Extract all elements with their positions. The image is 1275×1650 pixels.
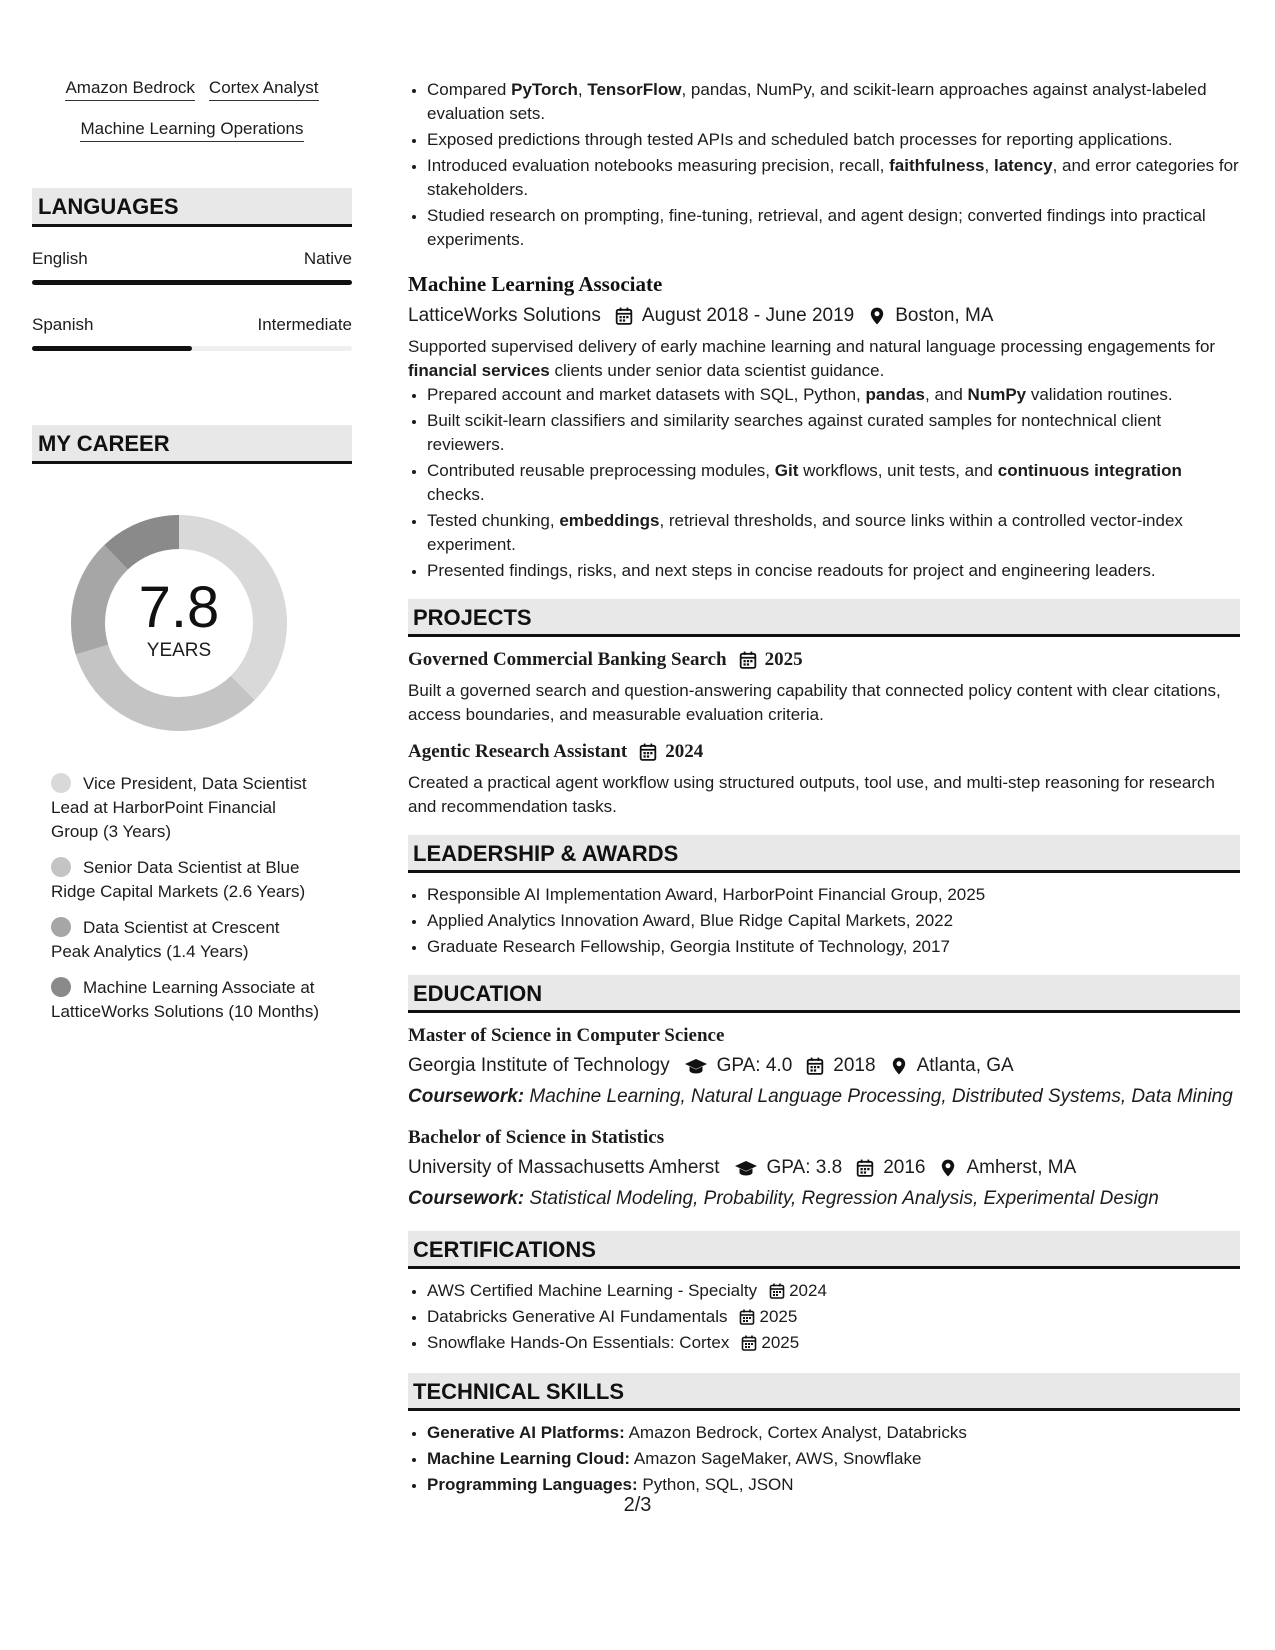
coursework-list: Machine Learning, Natural Language Processing, Distributed Systems, Data Mining [529, 1086, 1233, 1107]
job-dates: August 2018 - June 2019 [641, 305, 855, 326]
skills-list [408, 1421, 1240, 1497]
career-heading: MY CAREER [32, 425, 352, 464]
school-name: Georgia Institute of Technology [408, 1055, 670, 1076]
career-legend-item [51, 976, 321, 1024]
calendar-icon [856, 1159, 874, 1177]
calendar-icon [741, 1335, 757, 1351]
skill-value: Amazon SageMaker, AWS, Snowflake [633, 1449, 922, 1468]
language-bar-fill [32, 346, 192, 351]
coursework [408, 1085, 1240, 1109]
award-item: • Responsible AI Implementation Award, HarborPoint Financial Group, 2025 [427, 883, 1240, 907]
job-title: Machine Learning Associate [408, 272, 663, 296]
awards-heading: LEADERSHIP & AWARDS [408, 835, 1240, 873]
certification-year: 2025 [761, 1333, 800, 1352]
project-year: 2025 [764, 649, 803, 670]
map-pin-icon [939, 1159, 957, 1177]
project-year: 2024 [665, 741, 704, 762]
bullet-item: • Introduced evaluation notebooks measuring precision, recall, faithfulness, latency, and error categories for stakeholders. [427, 154, 1240, 202]
legend-dot [51, 857, 71, 877]
school-location: Amherst, MA [966, 1157, 1077, 1178]
education-heading: EDUCATION [408, 975, 1240, 1013]
skill-label: Generative AI Platforms: [427, 1423, 625, 1442]
coursework-label: Coursework: [408, 1188, 525, 1209]
project-description: Created a practical agent workflow using structured outputs, tool use, and multi-step reasoning for research and recommendation tasks. [408, 773, 1215, 816]
skill-tag: Amazon Bedrock [65, 78, 194, 101]
language-name: English [32, 249, 88, 268]
project-item [408, 741, 1240, 819]
language-english [32, 249, 352, 285]
donut-label [64, 508, 294, 738]
map-pin-icon [868, 307, 886, 325]
language-bar [32, 280, 352, 285]
project-description: Built a governed search and question-answering capability that connected policy content with clear citations, access boundaries, and measurable evaluation criteria. [408, 681, 1221, 724]
school-location: Atlanta, GA [916, 1055, 1014, 1076]
graduation-year: 2018 [833, 1055, 876, 1076]
certifications-list [408, 1279, 1240, 1355]
school-name: University of Massachusetts Amherst [408, 1157, 720, 1178]
career-legend-item [51, 916, 321, 964]
projects-heading: PROJECTS [408, 599, 1240, 637]
legend-text: Vice President, Data Scientist Lead at HarborPoint Financial Group (3 Years) [51, 774, 307, 841]
legend-dot [51, 773, 71, 793]
calendar-icon [639, 743, 657, 761]
degree-title: Master of Science in Computer Science [408, 1025, 725, 1046]
education-item [408, 1025, 1240, 1109]
bullet-item: • Contributed reusable preprocessing modules, Git workflows, unit tests, and continuous integration checks. [427, 459, 1240, 507]
job-summary: Supported supervised delivery of early machine learning and natural language processing engagements for financial services clients under senior data scientist guidance. [408, 337, 1216, 380]
legend-text: Senior Data Scientist at Blue Ridge Capital Markets (2.6 Years) [51, 858, 306, 901]
languages-heading: LANGUAGES [32, 188, 352, 227]
gpa: GPA: 4.0 [716, 1055, 793, 1076]
previous-job-bullets [408, 78, 1240, 252]
skill-value: Amazon Bedrock, Cortex Analyst, Databricks [628, 1423, 967, 1442]
career-donut-chart [64, 508, 294, 738]
bullet-item: • Tested chunking, embeddings, retrieval thresholds, and source links within a controlled vector-index experiment. [427, 509, 1240, 557]
project-title: Agentic Research Assistant [408, 741, 628, 762]
skill-value: Python, SQL, JSON [642, 1475, 794, 1494]
bullet-item: • Exposed predictions through tested APIs and scheduled batch processes for reporting applications. [427, 128, 1240, 152]
career-legend [32, 772, 321, 1024]
page-number: 2/3 [623, 1494, 652, 1516]
calendar-icon [769, 1283, 785, 1299]
coursework-label: Coursework: [408, 1086, 525, 1107]
skill-item [427, 1447, 1240, 1471]
career-legend-item [51, 772, 321, 844]
bullet-item: • Studied research on prompting, fine-tuning, retrieval, and agent design; converted findings into practical experiments. [427, 204, 1240, 252]
certification-name: • Databricks Generative AI Fundamentals [427, 1307, 728, 1326]
skill-item [427, 1421, 1240, 1445]
coursework-list: Statistical Modeling, Probability, Regression Analysis, Experimental Design [529, 1188, 1159, 1209]
bullet-item: • Prepared account and market datasets with SQL, Python, pandas, and NumPy validation routines. [427, 383, 1240, 407]
language-level: Native [303, 249, 352, 268]
tag-row-1 [32, 78, 352, 101]
coursework [408, 1187, 1240, 1211]
degree-title: Bachelor of Science in Statistics [408, 1127, 665, 1148]
awards-list [408, 883, 1240, 959]
project-item [408, 649, 1240, 727]
legend-text: Machine Learning Associate at LatticeWorks Solutions (10 Months) [51, 978, 320, 1021]
language-name: Spanish [32, 315, 94, 334]
tag-row-2 [32, 119, 352, 142]
sidebar [32, 78, 352, 1036]
language-level: Intermediate [257, 315, 352, 334]
graduation-year: 2016 [883, 1157, 926, 1178]
bullet-item: • Compared PyTorch, TensorFlow, pandas, NumPy, and scikit-learn approaches against analyst-labeled evaluation sets. [427, 78, 1240, 126]
skills-heading: TECHNICAL SKILLS [408, 1373, 1240, 1411]
certification-name: • AWS Certified Machine Learning - Specialty [427, 1281, 758, 1300]
skill-label: Machine Learning Cloud: [427, 1449, 631, 1468]
job-location: Boston, MA [895, 305, 994, 326]
graduation-cap-icon [734, 1159, 758, 1177]
calendar-icon [739, 651, 757, 669]
certification-item [427, 1279, 1240, 1303]
bullet-item: • Presented findings, risks, and next steps in concise readouts for project and engineering leaders. [427, 559, 1240, 583]
company-name: LatticeWorks Solutions [408, 305, 601, 326]
award-item: • Graduate Research Fellowship, Georgia Institute of Technology, 2017 [427, 935, 1240, 959]
skill-tags [32, 78, 352, 142]
award-item: • Applied Analytics Innovation Award, Blue Ridge Capital Markets, 2022 [427, 909, 1240, 933]
skill-tag: Cortex Analyst [209, 78, 319, 101]
gpa: GPA: 3.8 [766, 1157, 843, 1178]
certification-item [427, 1305, 1240, 1329]
certification-name: • Snowflake Hands-On Essentials: Cortex [427, 1333, 730, 1352]
total-years: 7.8 [138, 575, 220, 640]
language-bar [32, 346, 352, 351]
legend-dot [51, 977, 71, 997]
education-item [408, 1127, 1240, 1211]
certifications-heading: CERTIFICATIONS [408, 1231, 1240, 1269]
calendar-icon [615, 307, 633, 325]
job-bullets [408, 383, 1240, 583]
calendar-icon [806, 1057, 824, 1075]
main-content [408, 78, 1240, 1499]
calendar-icon [739, 1309, 755, 1325]
legend-dot [51, 917, 71, 937]
graduation-cap-icon [684, 1057, 708, 1075]
bullet-item: • Built scikit-learn classifiers and similarity searches against curated samples for nontechnical client reviewers. [427, 409, 1240, 457]
skill-label: Programming Languages: [427, 1475, 638, 1494]
career-legend-item [51, 856, 321, 904]
job-meta [408, 305, 1240, 327]
language-spanish [32, 315, 352, 351]
skill-tag: Machine Learning Operations [80, 119, 303, 142]
language-bar-fill [32, 280, 352, 285]
legend-text: Data Scientist at Crescent Peak Analytics (1.4 Years) [51, 918, 280, 961]
certification-year: 2024 [789, 1281, 827, 1300]
years-unit: YEARS [146, 640, 212, 661]
project-title: Governed Commercial Banking Search [408, 649, 727, 670]
map-pin-icon [890, 1057, 908, 1075]
certification-year: 2025 [759, 1307, 798, 1326]
certification-item [427, 1331, 1240, 1355]
